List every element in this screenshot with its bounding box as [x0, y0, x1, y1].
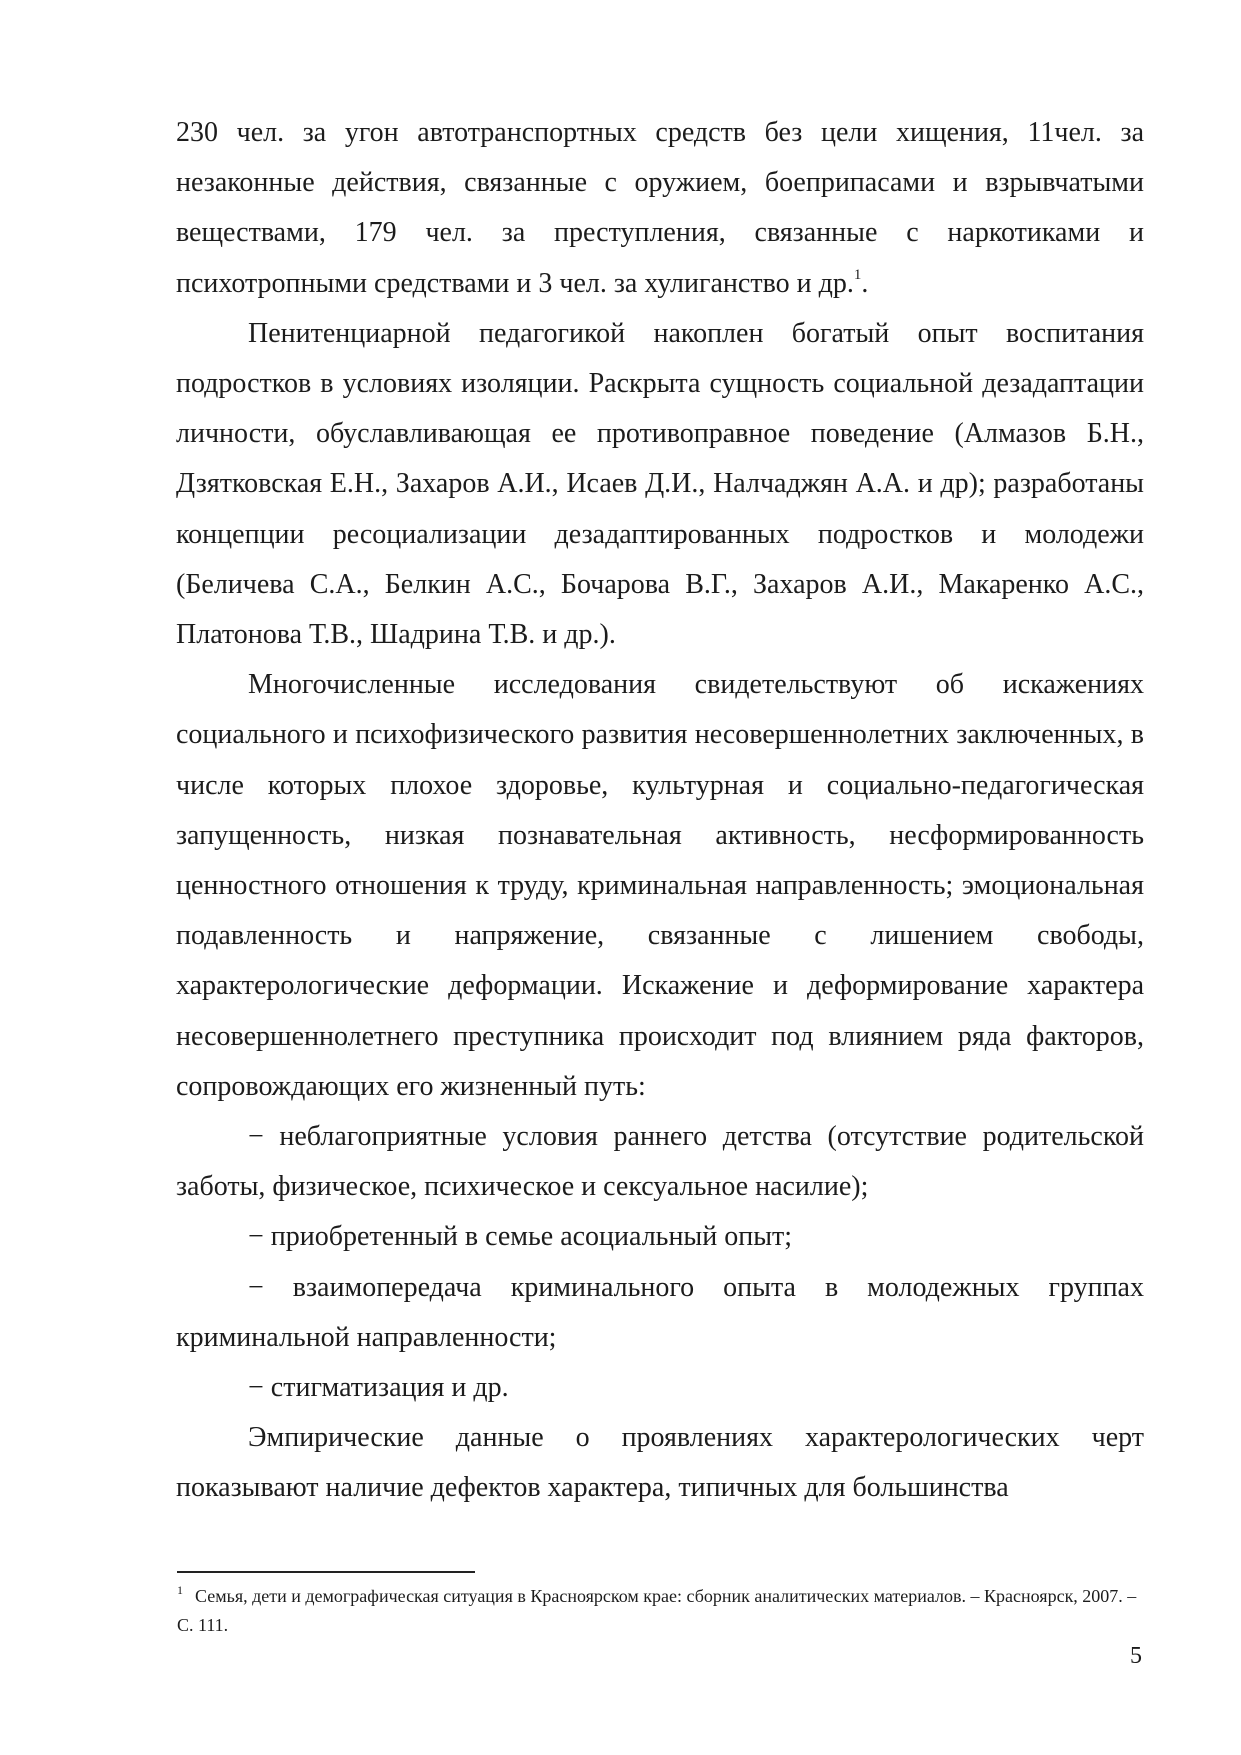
paragraph-3: Многочисленные исследования свидетельствуют об искажениях социального и психофизического развития несовершеннолетних заключенных, в числе которых плохое здоровье, культурная и социально-педагогическая запущенность, низкая познавательная активность, несформированность ценностного отношения к труду, криминальная направленность; эмоциональная подавленность и напряжение, связанные с лишением свободы, характерологические деформации. Искажение и деформирование характера несовершеннолетнего преступника происходит под влиянием ряда факторов, сопровождающих его жизненный путь:: [176, 669, 1144, 1102]
paragraph-1: 230 чел. за угон автотранспортных средств без цели хищения, 11чел. за незаконные действия, связанные с оружием, боеприпасами и взрывчатыми веществами, 179 чел. за преступления, связанные с наркотиками и психотропными средствами и 3 чел. за хулиганство и др.$^1$.: [176, 117, 1144, 299]
list-item-1: − неблагоприятные условия раннего детства (отсутствие родительской заботы, физическое, психическое и сексуальное насилие);: [176, 1121, 1144, 1203]
list-item-3: − взаимопередача криминального опыта в молодежных группах криминальной направленности;: [176, 1271, 1144, 1353]
list-item-4: − стигматизация и др.: [248, 1372, 509, 1404]
footnote-reference: 1: [853, 266, 862, 283]
footnote: [177, 1582, 1137, 1640]
footnote-marker: 1: [177, 1583, 183, 1597]
page-number: 5: [1130, 1643, 1142, 1669]
footnote-text: Семья, дети и демографическая ситуация в Красноярском крае: сборник аналитических материалов. – Красноярск, 2007. – С. 111.: [177, 1586, 1137, 1635]
footnote-separator: [177, 1571, 475, 1573]
list-item-2: − приобретенный в семье асоциальный опыт;: [248, 1221, 793, 1253]
paragraph-2: Пенитенциарной педагогикой накоплен богатый опыт воспитания подростков в условиях изоляции. Раскрыта сущность социальной дезадаптации личности, обуславливающая ее противоправное поведение (Алмазов Б.Н., Дзятковская Е.Н., Захаров А.И., Исаев Д.И., Налчаджян А.А. и др); разработаны концепции ресоциализации дезадаптированных подростков и молодежи (Беличева С.А., Белкин А.С., Бочарова В.Г., Захаров А.И., Макаренко А.С., Платонова Т.В., Шадрина Т.В. и др.).: [176, 317, 1144, 651]
body-text: [176, 108, 1144, 1514]
paragraph-4: Эмпирические данные о проявлениях характерологических черт показывают наличие дефектов характера, типичных для большинства: [176, 1422, 1144, 1504]
paragraph-1-text: 230 чел. за угон автотранспортных средств без цели хищения, 11чел. за незаконные действия, связанные с оружием, боеприпасами и взрывчатыми веществами, 179 чел. за преступления, связанные с наркотиками и психотропными средствами и 3 чел. за хулиганство и др.: [176, 117, 1144, 299]
